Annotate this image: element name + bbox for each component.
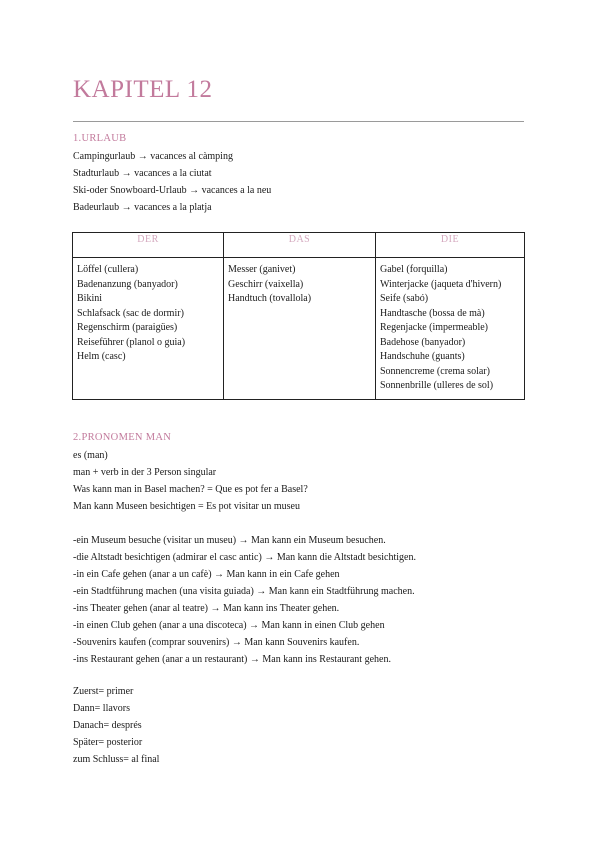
article-vocabulary-table — [72, 232, 525, 400]
table-cell: Sonnenbrille (ulleres de sol) — [380, 380, 494, 391]
example-line: -die Altstadt besichtigen (admirar el casc antic) → Man kann die Altstadt besichtigen. — [73, 552, 416, 563]
example-line: -ins Theater gehen (anar al teatre) → Man kann ins Theater gehen. — [73, 603, 340, 614]
table-cell: Badenanzung (banyador) — [77, 278, 178, 290]
title-divider — [73, 121, 524, 122]
example-line: -ins Restaurant gehen (anar a un restaurant) → Man kann ins Restaurant gehen. — [73, 654, 391, 665]
table-cell: Bikini — [77, 293, 103, 304]
table-cell: Löffel (cullera) — [77, 264, 139, 275]
pronomen-examples — [73, 532, 416, 668]
table-cell: Regenjacke (impermeable) — [380, 322, 488, 333]
example-line: -Souvenirs kaufen (comprar souvenirs) → Man kann Souvenirs kaufen. — [73, 637, 360, 648]
sequence-line: Später= posterior — [73, 737, 143, 748]
table-cell: Geschirr (vaixella) — [228, 278, 304, 290]
sequence-line: Zuerst= primer — [73, 686, 134, 697]
intro-line: man + verb in der 3 Person singular — [73, 467, 217, 478]
table-cell: Messer (ganivet) — [228, 264, 296, 275]
table-cell: Schlafsack (sac de dormir) — [77, 307, 184, 319]
intro-line: Man kann Museen besichtigen = Es pot visitar un museu — [73, 501, 300, 512]
sequence-line: Danach= després — [73, 720, 142, 731]
urlaub-list — [73, 148, 271, 216]
section-heading-pronomen-man: 2.PRONOMEN MAN — [73, 432, 172, 443]
table-column-die — [376, 258, 525, 400]
urlaub-line: Ski-oder Snowboard-Urlaub → vacances a la neu — [73, 185, 272, 196]
example-line: -in einen Club gehen (anar a una discoteca) → Man kann in einen Club gehen — [73, 620, 385, 631]
pronomen-intro — [73, 447, 308, 515]
example-line: -ein Stadtführung machen (una visita guiada) → Man kann ein Stadtführung machen. — [73, 586, 415, 597]
urlaub-line: Stadturlaub → vacances a la ciutat — [73, 168, 212, 179]
urlaub-line: Campingurlaub → vacances al càmping — [73, 151, 233, 162]
table-header-der: DER — [73, 233, 224, 258]
section-heading-urlaub: 1.URLAUB — [73, 133, 127, 144]
example-line: -in ein Cafe gehen (anar a un cafè) → Man kann in ein Cafe gehen — [73, 569, 340, 580]
table-cell: Seife (sabó) — [380, 293, 429, 304]
table-cell: Sonnencreme (crema solar) — [380, 365, 490, 377]
table-cell: Handschuhe (guants) — [380, 351, 465, 362]
table-header-die: DIE — [376, 233, 525, 258]
table-cell: Regenschirm (paraigües) — [77, 322, 178, 333]
sequence-line: Dann= llavors — [73, 703, 131, 714]
sequence-words — [73, 683, 159, 768]
table-cell: Helm (casc) — [77, 351, 126, 362]
urlaub-line: Badeurlaub → vacances a la platja — [73, 202, 212, 213]
intro-line: es (man) — [73, 450, 108, 461]
table-cell: Reiseführer (planol o guia) — [77, 336, 186, 348]
table-header-das: DAS — [224, 233, 376, 258]
intro-line: Was kann man in Basel machen? = Que es pot fer a Basel? — [73, 484, 308, 495]
sequence-line: zum Schluss= al final — [73, 754, 160, 765]
table-cell: Handtasche (bossa de mà) — [380, 307, 485, 319]
table-cell: Winterjacke (jaqueta d'hivern) — [380, 278, 502, 290]
table-column-das — [224, 258, 376, 400]
table-cell: Handtuch (tovallola) — [228, 293, 312, 304]
chapter-title: KAPITEL 12 — [73, 76, 213, 103]
table-cell: Badehose (banyador) — [380, 336, 466, 348]
example-line: -ein Museum besuche (visitar un museu) → Man kann ein Museum besuchen. — [73, 535, 386, 546]
table-cell: Gabel (forquilla) — [380, 264, 448, 275]
table-column-der — [73, 258, 224, 400]
